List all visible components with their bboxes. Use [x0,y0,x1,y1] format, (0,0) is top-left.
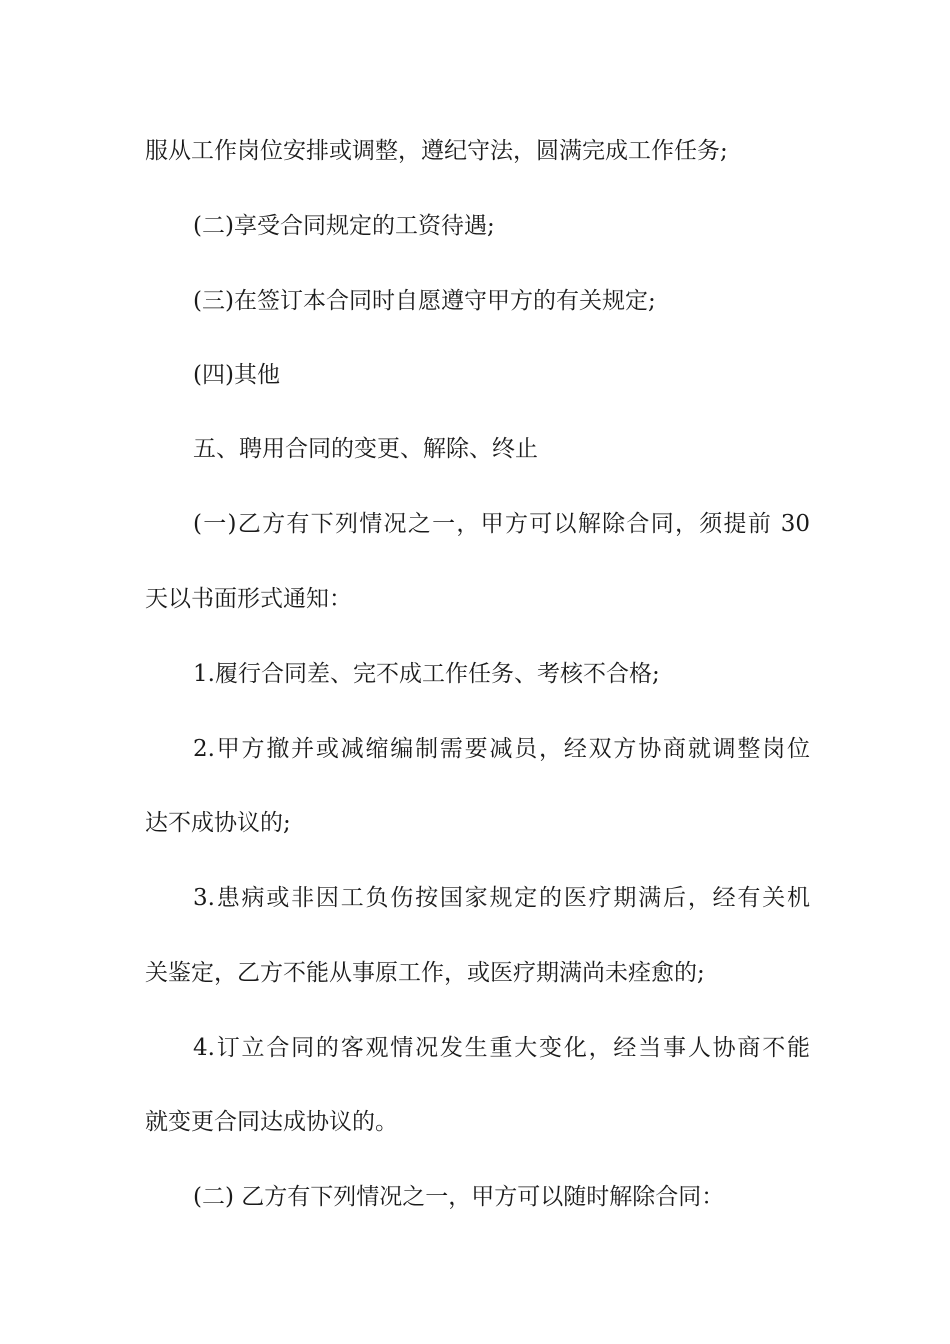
section-heading: 五、聘用合同的变更、解除、终止 [193,436,538,462]
paragraph-line: 关鉴定，乙方不能从事原工作，或医疗期满尚未痊愈的; [145,960,705,986]
paragraph-line: 服从工作岗位安排或调整，遵纪守法，圆满完成工作任务; [145,138,728,164]
clause-item-1: (一)乙方有下列情况之一，甲方可以解除合同，须提前 30 [193,511,810,537]
paragraph-line: 达不成协议的; [145,810,291,836]
list-item-4: 4.订立合同的客观情况发生重大变化，经当事人协商不能 [193,1035,810,1061]
clause-item-4: (四)其他 [193,362,280,388]
paragraph-line: 就变更合同达成协议的。 [145,1109,398,1135]
list-item-1: 1.履行合同差、完不成工作任务、考核不合格; [193,661,660,687]
list-item-2: 2.甲方撤并或减缩编制需要减员，经双方协商就调整岗位 [193,736,810,762]
list-item-3: 3.患病或非因工负伤按国家规定的医疗期满后，经有关机 [193,885,810,911]
clause-item-2: (二)享受合同规定的工资待遇; [193,213,495,239]
paragraph-line: 天以书面形式通知： [145,586,352,612]
clause-item-2b: (二) 乙方有下列情况之一，甲方可以随时解除合同： [193,1184,725,1210]
clause-item-3: (三)在签订本合同时自愿遵守甲方的有关规定; [193,288,656,314]
